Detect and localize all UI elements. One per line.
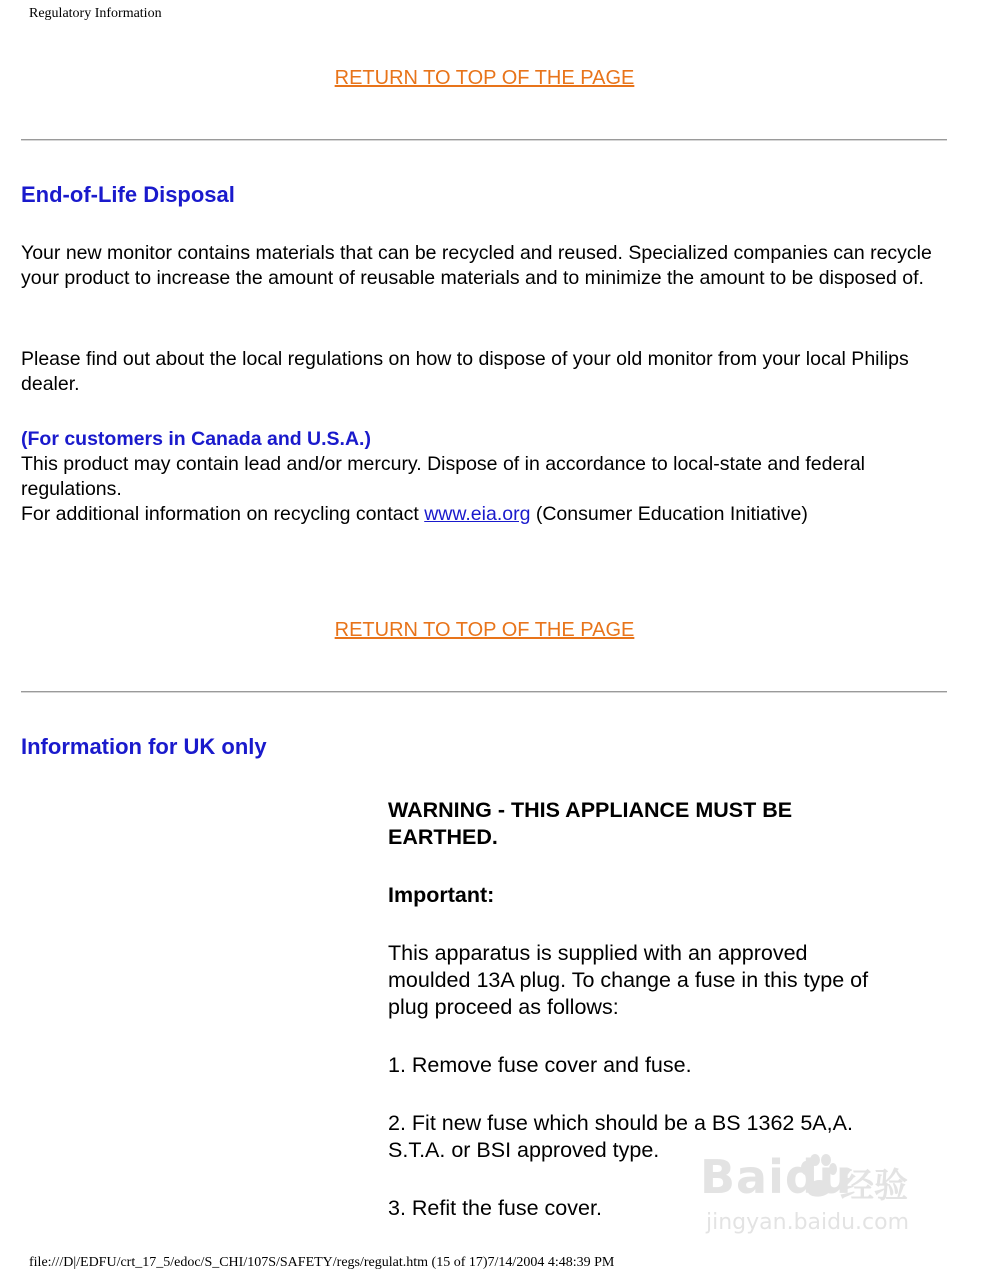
earthing-warning: WARNING - THIS APPLIANCE MUST BE EARTHED. [388, 798, 793, 849]
section-title-disposal: End-of-Life Disposal [21, 182, 235, 207]
return-to-top-link[interactable]: RETURN TO TOP OF THE PAGE [334, 619, 635, 641]
fuse-step-2: 2. Fit new fuse which should be a BS 1362 5A,A. S.T.A. or BSI approved type. [388, 1111, 853, 1162]
return-to-top-link[interactable]: RETURN TO TOP OF THE PAGE [334, 67, 635, 89]
watermark-cn: 经验 [840, 1166, 908, 1206]
print-footer-path: file:///D|/EDFU/crt_17_5/edoc/S_CHI/107S/SAFETY/regs/regulat.htm (15 of 17)7/14/2004 4:48:39 PM [29, 1255, 615, 1270]
fuse-step-3: 3. Refit the fuse cover. [388, 1196, 602, 1220]
horizontal-rule [21, 139, 947, 141]
fuse-step-1: 1. Remove fuse cover and fuse. [388, 1053, 692, 1077]
canada-usa-block [21, 427, 951, 527]
recycling-contact-suffix: (Consumer Education Initiative) [530, 503, 808, 525]
plug-intro: This apparatus is supplied with an approved moulded 13A plug. To change a fuse in this type of plug proceed as follows: [388, 941, 869, 1019]
print-header-title: Regulatory Information [29, 6, 162, 21]
canada-usa-subheading: (For customers in Canada and U.S.A.) [21, 428, 371, 450]
eia-link[interactable]: www.eia.org [424, 503, 531, 525]
lead-mercury-notice: This product may contain lead and/or mercury. Dispose of in accordance to local-state and federal regulations. [21, 453, 865, 500]
disposal-paragraph-2: Please find out about the local regulations on how to dispose of your old monitor from your local Philips dealer. [21, 348, 909, 395]
watermark-site: jingyan.baidu.com [706, 1210, 910, 1235]
important-label: Important: [388, 883, 495, 907]
horizontal-rule [21, 691, 947, 693]
disposal-paragraph-1: Your new monitor contains materials that can be recycled and reused. Specialized companies can recycle your product to increase the amount of reusable materials and to minimize the amount to be disposed of. [21, 242, 932, 289]
recycling-contact-prefix: For additional information on recycling contact [21, 503, 425, 525]
section-title-uk: Information for UK only [21, 734, 267, 759]
watermark-brand: Baidu [700, 1150, 853, 1204]
